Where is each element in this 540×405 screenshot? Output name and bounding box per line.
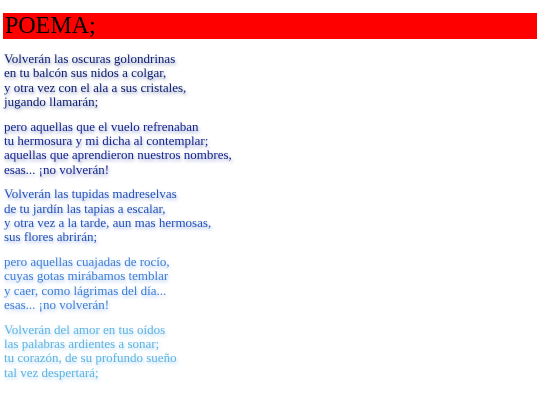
poem-line: sus flores abrirán; xyxy=(4,229,98,245)
stanza-2 xyxy=(4,120,536,177)
poem-line: esas... ¡no volverán! xyxy=(4,161,110,177)
poem-line: Volverán las tupidas madreselvas xyxy=(4,186,177,202)
poem-line: y otra vez con el ala a sus cristales, xyxy=(4,79,187,95)
poem-line: tu hermosura y mi dicha al contemplar; xyxy=(4,132,209,148)
poem-line: aquellas que aprendieron nuestros nombres, xyxy=(4,147,232,163)
poem-line: y otra vez a la tarde, aun mas hermosas, xyxy=(4,214,212,230)
poem-line: en tu balcón sus nidos a colgar, xyxy=(4,65,167,81)
stanza-4 xyxy=(4,255,536,312)
stanza-1 xyxy=(4,52,536,109)
stanza-3 xyxy=(4,187,536,244)
poem-body xyxy=(4,52,536,390)
poem-line: tal vez despertará; xyxy=(4,364,99,380)
poem-line: las palabras ardientes a sonar; xyxy=(4,336,160,352)
poem-line: cuyas gotas mirábamos temblar xyxy=(4,268,169,284)
poem-line: pero aquellas que el vuelo refrenaban xyxy=(4,118,199,134)
poem-line: esas... ¡no volverán! xyxy=(4,296,110,312)
poem-line: pero aquellas cuajadas de rocío, xyxy=(4,254,170,270)
poem-line: Volverán del amor en tus oídos xyxy=(4,321,166,337)
poem-line: tu corazón, de su profundo sueño xyxy=(4,350,177,366)
poem-line: jugando llamarán; xyxy=(4,93,99,109)
title-bar xyxy=(3,13,537,39)
poem-line: de tu jardín las tapias a escalar, xyxy=(4,200,166,216)
poem-line: Volverán las oscuras golondrinas xyxy=(4,51,176,66)
poem-line: y caer, como lágrimas del día... xyxy=(4,282,167,298)
stanza-5 xyxy=(4,323,536,380)
page-title: POEMA; xyxy=(5,13,96,39)
